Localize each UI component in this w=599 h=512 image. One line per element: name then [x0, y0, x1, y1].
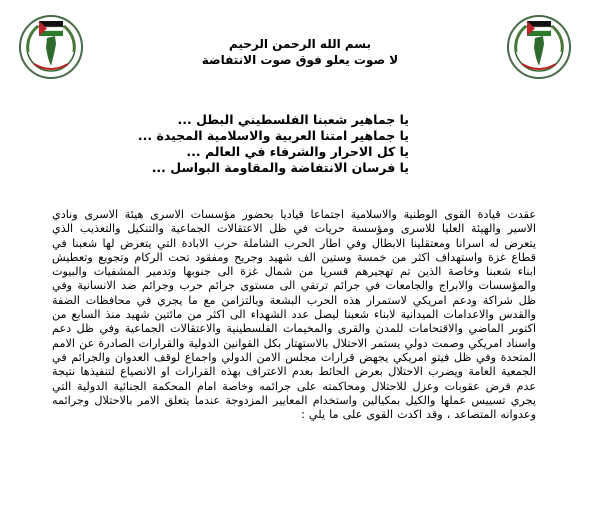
- statement-body: عقدت قيادة القوى الوطنية والاسلامية اجتماعا قياديا بحضور مؤسسات الاسرى هيئة الاسرى ونادي الاسير والهيئة العليا للاسرى ومؤسسة حريات في ظل الاعتقالات الجماعية والتنكيل والتعذيب الذي يتعرض له اسرانا ومعتقلينا الابطال وفي اطار الحرب الشاملة حرب الابادة التي يتعرض لها شعبنا في قطاع غزة واستهداف اكثر من خمسة وستين الف شهيد وجريح ومفقود تحت الركام وتجويع وتعطيش ابناء شعبنا وخاصة الذين تم تهجيرهم قسريا من شمال غزة الى جنوبها وتدمير المشفيات والبيوت والمؤسسات والابراج والجامعات في جرائم ترتقي الى مستوى جرائم حرب وجرائم ضد الانسانية وفي ظل شراكة ودعم امريكي لاستمرار هذه الحرب البشعة وبالتزامن مع ما يجري في محافظات الضفة والقدس والاعدامات الميدانية لابناء شعبنا ليصل عدد الشهداء الى اكثر من مائتين شهيد منذ السابع من اكتوبر الماضي والاقتحامات للمدن والقرى والمخيمات الفلسطينية والاعتقالات الجماعية وفي ظل دعم واسناد امريكي وصمت دولي يستمر الاحتلال بالاستهتار بكل القوانين الدولية والقرارات الصادرة عن الامم المتحدة وفي ظل فيتو امريكي يجهض قرارات مجلس الامن الدولي واجماع لوقف العدوان والجرائم في الجمعية العامة ويضرب الاحتلال بعرض الحائط بعدم الاعتراف بهذه القرارات او الانصياع لتنفيذها نتيجة عدم فرض عقوبات وعزل للاحتلال ومحاكمته على جرائمه وخاصة امام المحكمة الجنائية الدولية التي يجري تسييس عملها والكيل بمكيالين واستخدام المعايير المزدوجة عندما يتعلق الامر بالاحتلال وجرائمه وعدوانه المتصاعد ، وقد اكدت القوى على ما يلي :: [52, 208, 536, 422]
- appeal-line: يا جماهير امتنا العربية والاسلامية المجيدة ...: [137, 128, 409, 143]
- appeal-line: يا جماهير شعبنا الفلسطيني البطل ...: [177, 112, 409, 127]
- slogan-heading: لا صوت يعلو فوق صوت الانتفاضة: [201, 53, 399, 67]
- emblem-icon-left: [18, 14, 84, 80]
- emblem-icon-right: [506, 14, 572, 80]
- appeal-line: يا فرسان الانتفاضة والمقاومة البواسل ...: [151, 160, 409, 175]
- appeal-line: يا كل الاحرار والشرفاء في العالم ...: [186, 144, 409, 159]
- bismillah-heading: بسم الله الرحمن الرحيم: [228, 37, 372, 51]
- appeals-list: [49, 112, 409, 176]
